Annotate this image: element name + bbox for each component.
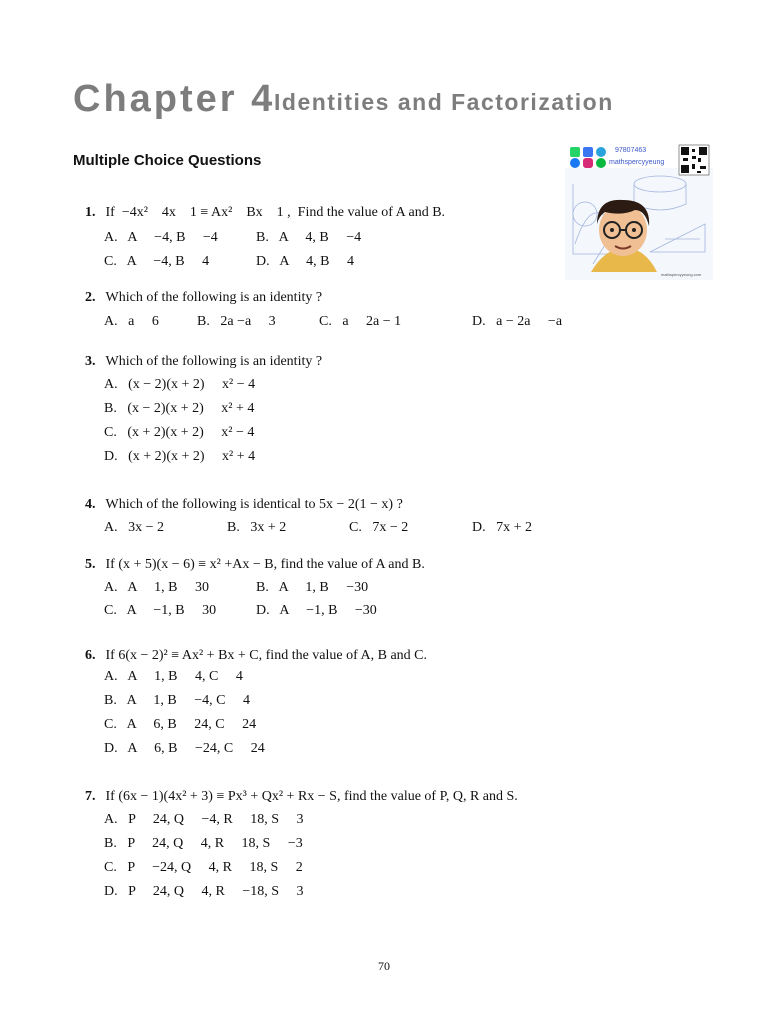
option-b[interactable]: B. 3x + 2 [227,520,287,535]
signal-icon [583,147,593,157]
question-number: 5. [85,557,96,572]
section-title: Multiple Choice Questions [73,152,262,169]
option-d[interactable]: D. A 4, B 4 [256,254,355,269]
option-d[interactable]: D. a − 2a −a [472,314,563,329]
question-stem: If (x + 5)(x − 6) ≡ x² +Ax − B, find the value of A and B. [105,557,425,572]
option-d[interactable]: D. P 24, Q 4, R −18, S 3 [104,884,304,899]
chapter-label: Chapter 4 [73,78,276,120]
author-logo [565,144,713,282]
option-a[interactable]: A. (x − 2)(x + 2) x² − 4 [104,377,256,392]
option-a[interactable]: A. A −4, B −4 [104,230,218,245]
question-4 [85,495,403,513]
contact-handle: mathspercyyeung [609,159,665,166]
option-c[interactable]: C. P −24, Q 4, R 18, S 2 [104,860,303,875]
option-b[interactable]: B. (x − 2)(x + 2) x² + 4 [104,401,255,416]
question-5 [85,555,425,573]
option-c[interactable]: C. A −4, B 4 [104,254,210,269]
question-stem: If (6x − 1)(4x² + 3) ≡ Px³ + Qx² + Rx − S, find the value of P, Q, R and S. [105,789,518,804]
option-a[interactable]: A. 3x − 2 [104,520,165,535]
question-number: 4. [85,497,96,512]
wechat-icon [596,158,606,168]
page-number: 70 [378,959,390,973]
option-b[interactable]: B. A 1, B −30 [256,580,369,595]
question-7 [85,787,518,805]
option-b[interactable]: B. A 1, B −4, C 4 [104,693,250,708]
option-a[interactable]: A. P 24, Q −4, R 18, S 3 [104,812,304,827]
option-d[interactable]: D. (x + 2)(x + 2) x² + 4 [104,449,256,464]
option-c[interactable]: C. (x + 2)(x + 2) x² − 4 [104,425,255,440]
option-d[interactable]: D. A −1, B −30 [256,603,377,618]
question-number: 7. [85,789,96,804]
question-stem: Which of the following is identical to 5x − 2(1 − x) ? [105,497,403,512]
option-b[interactable]: B. P 24, Q 4, R 18, S −3 [104,836,303,851]
option-b[interactable]: B. A 4, B −4 [256,230,362,245]
question-6 [85,646,427,664]
question-stem: Which of the following is an identity ? [105,354,323,369]
contact-phone: 97807463 [615,147,647,154]
qr-code-icon [679,145,709,175]
question-number: 1. [85,205,96,220]
option-a[interactable]: A. a 6 [104,314,159,329]
chapter-title: Identities and Factorization [274,89,614,115]
question-number: 3. [85,354,96,369]
option-b[interactable]: B. 2a −a 3 [197,314,276,329]
option-a[interactable]: A. A 1, B 30 [104,580,210,595]
whatsapp-icon [570,147,580,157]
option-c[interactable]: C. 7x − 2 [349,520,409,535]
instagram-icon [583,158,593,168]
question-stem: If −4x² 4x 1 ≡ Ax² Bx 1 , Find the value of A and B. [105,205,446,220]
question-3 [85,352,322,370]
question-1 [85,203,445,221]
question-number: 2. [85,290,96,305]
question-2 [85,288,322,306]
option-c[interactable]: C. A 6, B 24, C 24 [104,717,257,732]
contact-site: mathspercyyeung.com [661,272,702,277]
question-stem: Which of the following is an identity ? [105,290,323,305]
telegram-icon [596,147,606,157]
facebook-icon [570,158,580,168]
option-d[interactable]: D. 7x + 2 [472,520,533,535]
option-d[interactable]: D. A 6, B −24, C 24 [104,741,265,756]
question-number: 6. [85,648,96,663]
option-a[interactable]: A. A 1, B 4, C 4 [104,669,243,684]
option-c[interactable]: C. a 2a − 1 [319,314,402,329]
option-c[interactable]: C. A −1, B 30 [104,603,217,618]
question-stem: If 6(x − 2)² ≡ Ax² + Bx + C, find the value of A, B and C. [105,648,428,663]
